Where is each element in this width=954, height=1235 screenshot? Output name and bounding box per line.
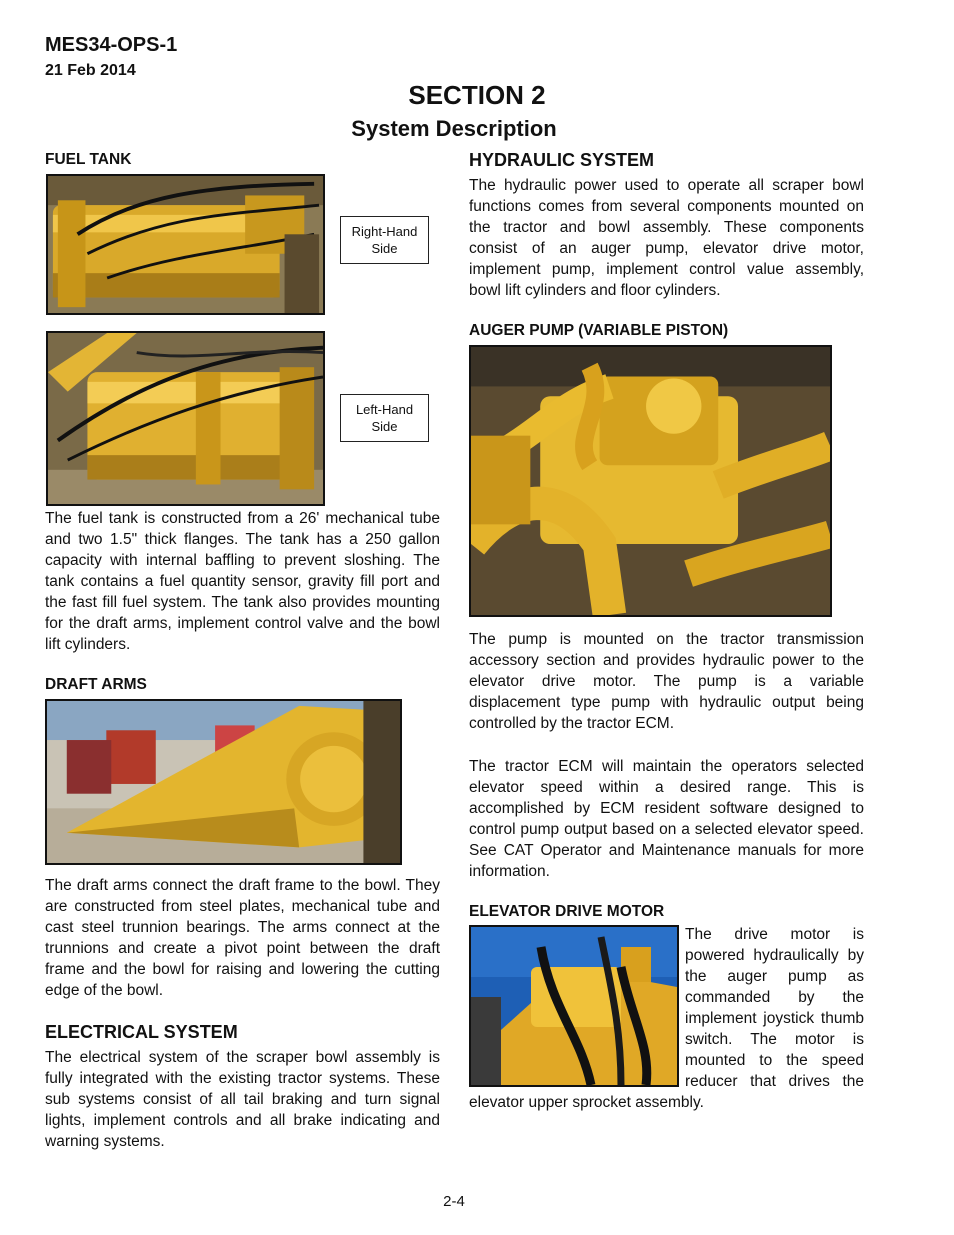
callout-right-hand-side: Right-Hand Side	[340, 216, 429, 264]
hydraulic-system-description: The hydraulic power used to operate all scraper bowl functions comes from several components mounted on the tractor and bowl assembly. These components consist of an auger pump, elevator drive motor, implement pump, implement control value assembly, bowl lift cylinders and floor cylinders.	[469, 177, 864, 299]
elevator-drive-motor-description: The drive motor is powered hydraulically by the auger pump as commanded by the implement joystick thumb switch. The motor is mounted to the speed reducer that drives the elevator upper sprocket assembly.	[469, 926, 864, 1111]
page-number: 2-4	[443, 1193, 465, 1210]
auger-pump-photo	[469, 345, 832, 617]
section-title: SECTION 2	[408, 80, 546, 110]
draft-arms-description: The draft arms connect the draft frame to the bowl. They are constructed from steel plates, mechanical tube and cast steel trunnion bearings. The arms connect at the trunnions and create a pivot point between the draft frame and the bowl for raising and lowering the cutting edge of the bowl.	[45, 877, 440, 999]
hydraulic-system-heading: HYDRAULIC SYSTEM	[469, 150, 655, 170]
fuel-tank-right-photo	[46, 174, 325, 315]
draft-arms-heading: DRAFT ARMS	[45, 676, 147, 693]
electrical-system-description: The electrical system of the scraper bowl assembly is fully integrated with the existing tractor systems. These sub systems consist of all tail braking and turn signal lights, implement controls and all brake indicating and warning systems.	[45, 1049, 440, 1150]
fuel-tank-left-photo	[46, 331, 325, 506]
elevator-drive-motor-heading: ELEVATOR DRIVE MOTOR	[469, 903, 665, 920]
fuel-tank-description: The fuel tank is constructed from a 26' mechanical tube and two 1.5" thick flanges. The tank has a 250 gallon capacity with internal baffling to prevent sloshing. The tank contains a fuel quantity sensor, gravity fill port and the fast fill fuel system. The tank also provides mounting for the draft arms, implement control valve and the bowl lift cylinders.	[45, 510, 440, 653]
auger-pump-heading: AUGER PUMP (VARIABLE PISTON)	[469, 322, 729, 339]
document-id: MES34-OPS-1	[45, 34, 178, 56]
elevator-drive-motor-section	[469, 924, 864, 1113]
callout-left-hand-side: Left-Hand Side	[340, 394, 429, 442]
auger-pump-description-1: The pump is mounted on the tractor transmission accessory section and provides hydraulic power to the elevator drive motor. The pump is a variable displacement type pump with hydraulic output being controlled by the tractor ECM.	[469, 631, 864, 732]
draft-arms-photo	[45, 699, 402, 865]
fuel-tank-heading: FUEL TANK	[45, 151, 132, 168]
auger-pump-description-2: The tractor ECM will maintain the operators selected elevator speed within a desired range. This is accomplished by ECM resident software designed to control pump output based on a selected elevator speed. See CAT Operator and Maintenance manuals for more information.	[469, 758, 864, 880]
elevator-drive-motor-photo	[469, 925, 679, 1087]
document-date: 21 Feb 2014	[45, 62, 136, 79]
section-subtitle: System Description	[351, 116, 557, 141]
electrical-system-heading: ELECTRICAL SYSTEM	[45, 1022, 238, 1042]
